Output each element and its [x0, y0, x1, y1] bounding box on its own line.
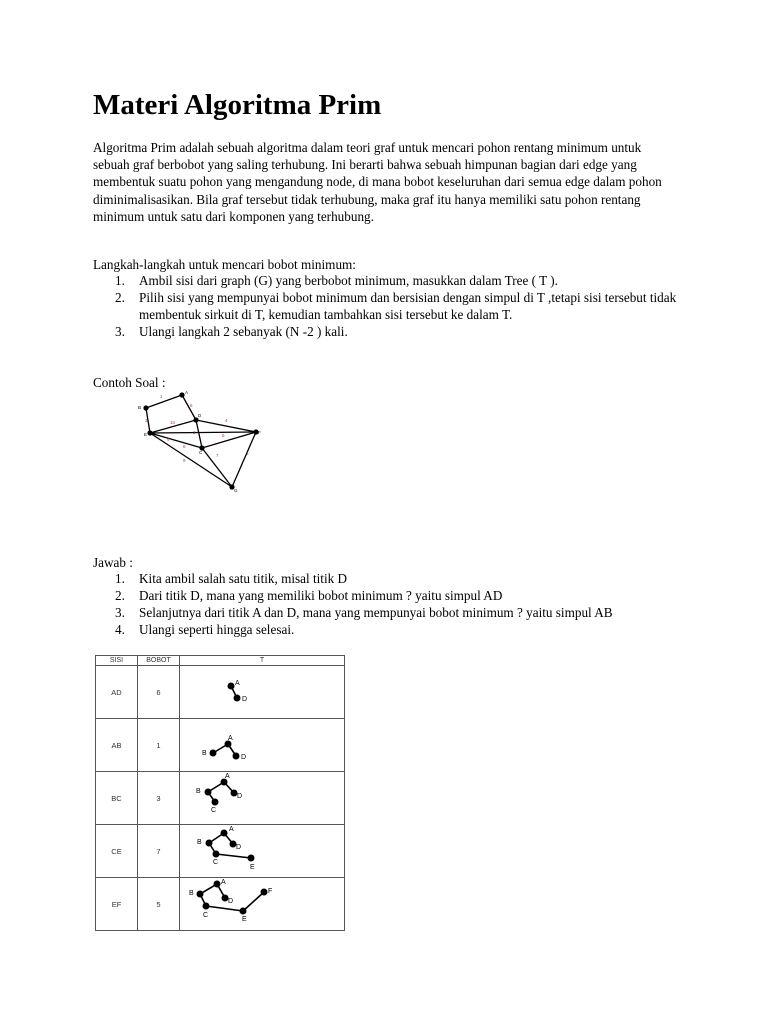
list-text: Pilih sisi yang mempunyai bobot minimum dan bersisian dengan simpul di T ,tetapi sisi tersebut tidak membentuk sirkuit di T, kemudian tambahkan sisi tersebut ke dalam T. [139, 290, 677, 322]
tree-diagram [180, 825, 344, 875]
table-row [96, 666, 345, 719]
cell-bobot: 6 [138, 666, 180, 719]
table-row [96, 719, 345, 772]
graph-weight-label: 9 [183, 458, 186, 463]
svg-text:C: C [213, 859, 219, 866]
graph-weight-label: 4 [167, 437, 170, 442]
graph-weight-label: 2 [193, 430, 196, 435]
list-text: Dari titik D, mana yang memiliki bobot minimum ? yaitu simpul AD [139, 588, 503, 603]
cell-bobot: 7 [138, 825, 180, 878]
cell-sisi: AB [96, 719, 138, 772]
cell-sisi: EF [96, 878, 138, 931]
svg-text:A: A [228, 735, 233, 742]
list-number: 2. [115, 588, 125, 603]
table-row [96, 878, 345, 931]
table-row [96, 772, 345, 825]
graph-weight-label: 4 [225, 418, 228, 423]
prim-steps-table [95, 655, 345, 931]
svg-text:F: F [268, 888, 273, 895]
svg-text:B: B [189, 890, 194, 897]
graph-node-label: D [198, 413, 202, 418]
list-item [93, 272, 678, 289]
svg-text:D: D [241, 754, 247, 761]
svg-text:B: B [196, 788, 201, 795]
list-number: 3. [115, 324, 125, 339]
svg-text:E: E [250, 864, 255, 871]
cell-bobot: 3 [138, 772, 180, 825]
column-header: T [180, 656, 345, 666]
column-header: BOBOT [138, 656, 180, 666]
list-number: 4. [115, 622, 125, 637]
graph-weight-label: 6 [190, 403, 193, 408]
graph-weight-label: 3 [246, 451, 249, 456]
graph-weight-label: 5 [222, 433, 225, 438]
graph-weight-label: 7 [216, 453, 219, 458]
svg-text:A: A [221, 879, 226, 886]
steps-heading: Langkah-langkah untuk mencari bobot minimum: [93, 257, 356, 272]
svg-text:D: D [237, 793, 243, 800]
list-item [93, 587, 678, 604]
answers-list [93, 570, 678, 638]
tree-diagram [180, 878, 344, 928]
svg-text:A: A [225, 773, 230, 780]
cell-sisi: AD [96, 666, 138, 719]
tree-diagram [180, 666, 344, 716]
list-item [93, 289, 678, 323]
svg-text:D: D [236, 844, 242, 851]
answer-heading: Jawab : [93, 555, 133, 570]
list-number: 1. [115, 571, 125, 586]
cell-sisi: CE [96, 825, 138, 878]
cell-bobot: 5 [138, 878, 180, 931]
svg-text:E: E [242, 916, 247, 923]
list-text: Ulangi langkah 2 sebanyak (N -2 ) kali. [139, 324, 348, 339]
graph-node-label: G [234, 488, 238, 493]
example-heading: Contoh Soal : [93, 375, 166, 390]
cell-sisi: BC [96, 772, 138, 825]
svg-text:A: A [229, 826, 234, 833]
graph-node-label: C [199, 450, 203, 455]
svg-text:B: B [202, 750, 207, 757]
page-title: Materi Algoritma Prim [93, 89, 382, 121]
list-number: 1. [115, 273, 125, 288]
graph-weight-label: 10 [170, 420, 176, 425]
graph-weight-label: 8 [183, 444, 186, 449]
steps-list [93, 272, 678, 340]
cell-tree [180, 719, 345, 772]
list-item [93, 323, 678, 340]
graph-node-label: B [138, 405, 142, 410]
graph-node-label: A [185, 390, 189, 395]
cell-tree [180, 878, 345, 931]
cell-tree [180, 825, 345, 878]
cell-tree [180, 666, 345, 719]
svg-text:C: C [211, 807, 217, 814]
list-item [93, 570, 678, 587]
cell-bobot: 1 [138, 719, 180, 772]
svg-text:D: D [228, 898, 234, 905]
graph-node-label: F [258, 430, 261, 435]
graph-weight-label: 1 [160, 394, 163, 399]
list-text: Ulangi seperti hingga selesai. [139, 622, 295, 637]
svg-text:C: C [203, 912, 209, 919]
list-item [93, 604, 678, 621]
svg-text:B: B [197, 839, 202, 846]
intro-paragraph: Algoritma Prim adalah sebuah algoritma dalam teori graf untuk mencari pohon rentang minimum untuk sebuah graf berbobot yang saling terhubung. Ini berarti bahwa sebuah himpunan bagian dari edge yang membentuk suatu pohon yang mengandung node, di mana bobot keseluruhan dari semua edge dalam pohon diminimalisasikan. Bila graf tersebut tidak terhubung, maka graf itu hanya memiliki satu pohon rentang minimum untuk satu dari komponen yang terhubung. [93, 140, 662, 224]
column-header: SISI [96, 656, 138, 666]
list-text: Selanjutnya dari titik A dan D, mana yang mempunyai bobot minimum ? yaitu simpul AB [139, 605, 613, 620]
tree-diagram [180, 719, 344, 769]
table-header-row [96, 656, 345, 666]
svg-text:A: A [235, 680, 240, 687]
list-text: Kita ambil salah satu titik, misal titik D [139, 571, 348, 586]
cell-tree [180, 772, 345, 825]
table-row [96, 825, 345, 878]
list-text: Ambil sisi dari graph (G) yang berbobot minimum, masukkan dalam Tree ( T ). [139, 273, 558, 288]
list-number: 3. [115, 605, 125, 620]
tree-diagram [180, 772, 344, 822]
graph-weight-label: 3 [145, 418, 148, 423]
example-graph [130, 386, 270, 496]
list-number: 2. [115, 290, 125, 305]
graph-node-label: E [144, 432, 148, 437]
list-item [93, 621, 678, 638]
svg-text:D: D [242, 696, 248, 703]
